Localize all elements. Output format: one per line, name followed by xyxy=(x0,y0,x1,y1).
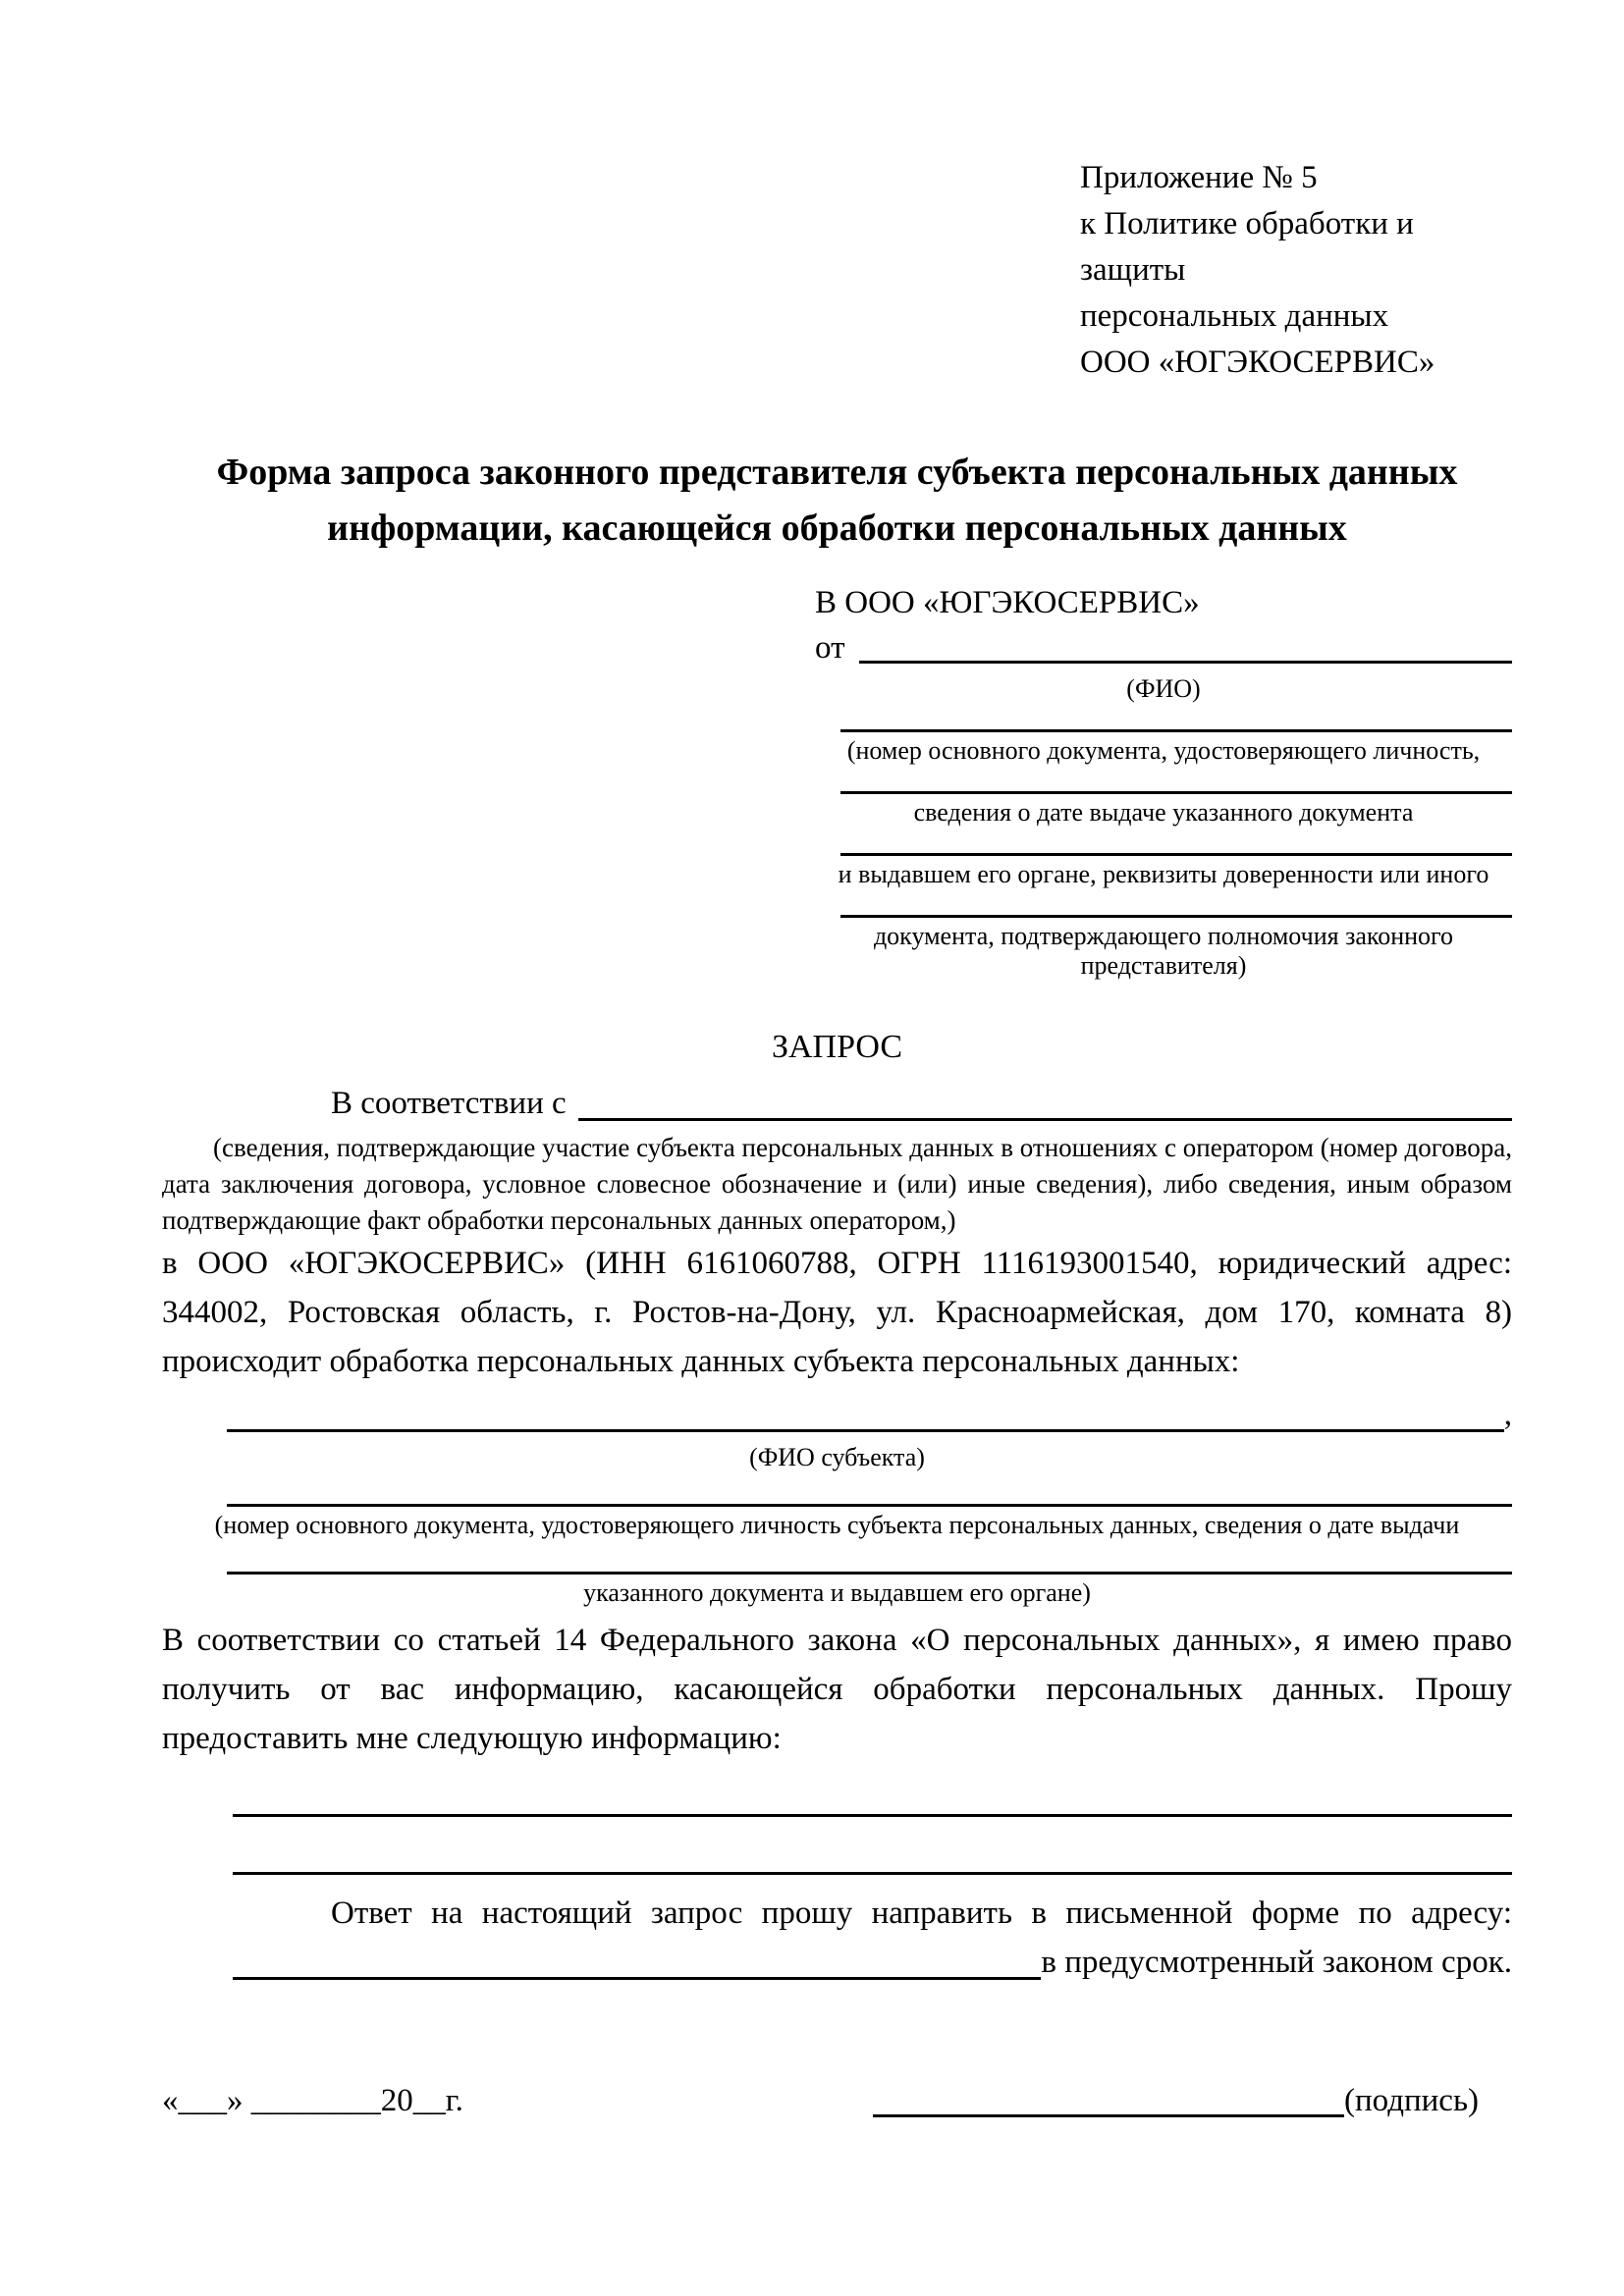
appendix-line: персональных данных xyxy=(1080,298,1389,334)
appendix-block xyxy=(1080,155,1512,386)
subject-doc-caption-line2: указанного документа и выдавшем его органе) xyxy=(583,1578,1091,1607)
answer-paragraph: Ответ на настоящий запрос прошу направить в письменной форме по адресу: xyxy=(331,1896,1512,1931)
request-heading: ЗАПРОС xyxy=(771,1029,903,1065)
signature-fill-line xyxy=(873,2114,1344,2117)
from-label: от xyxy=(815,630,845,666)
info-fill-line-1 xyxy=(233,1814,1512,1817)
date-line: «___» ________20__г. xyxy=(162,2083,463,2118)
issue-date-fill-line xyxy=(840,791,1512,794)
issuer-fill-line xyxy=(840,853,1512,856)
appendix-line: к Политике обработки и защиты xyxy=(1080,206,1414,288)
subject-fio-caption: (ФИО субъекта) xyxy=(749,1443,925,1471)
trailing-comma: , xyxy=(1503,1397,1512,1432)
addressee-block xyxy=(815,580,1512,981)
answer-suffix: в предусмотренный законом срок. xyxy=(1041,1945,1512,1980)
document-title-line2: информации, касающейся обработки персональных данных xyxy=(327,507,1347,549)
document-title-line1: Форма запроса законного представителя субъекта персональных данных xyxy=(216,452,1458,493)
document-content xyxy=(0,155,1624,2124)
addressee-from-row xyxy=(815,625,1512,670)
info-fill-line-2 xyxy=(233,1872,1512,1875)
appendix-line: ООО «ЮГЭКОСЕРВИС» xyxy=(1080,345,1435,380)
signature-footer xyxy=(162,2077,1512,2124)
intro-note: (сведения, подтверждающие участие субъекта персональных данных в отношениях с оператором (номер договора, дата заключения договора, условное словесное обозначение и (или) иные сведения), либо сведения, иным образом подтверждающие факт обработки персональных данных оператором,) xyxy=(162,1133,1512,1235)
subject-doc-caption-line1: (номер основного документа, удостоверяющего личность субъекта персональных данных, сведения о дате выдачи xyxy=(214,1511,1460,1539)
address-fill-line xyxy=(233,1977,1041,1980)
issue-date-caption: сведения о дате выдаче указанного документа xyxy=(913,798,1414,827)
intro-row xyxy=(162,1079,1512,1128)
operator-paragraph: в ООО «ЮГЭКОСЕРВИС» (ИНН 6161060788, ОГРН 1116193001540, юридический адрес: 344002, Ростовская область, г. Ростов-на-Дону, ул. Красноармейская, дом 170, комната 8) происходит обработка персональных данных субъекта персональных данных: xyxy=(162,1246,1512,1379)
intro-fill-line xyxy=(578,1118,1512,1121)
subject-fio-fill-line xyxy=(227,1429,1504,1432)
document-title xyxy=(162,445,1512,557)
appendix-line: Приложение № 5 xyxy=(1080,160,1318,195)
authority-fill-line xyxy=(840,915,1512,918)
issuer-caption: и выдавшем его органе, реквизиты доверенности или иного xyxy=(838,860,1489,888)
intro-prefix: В соответствии с xyxy=(331,1086,567,1121)
subject-fio-row xyxy=(227,1390,1512,1439)
subject-doc-fill-line xyxy=(227,1504,1512,1507)
signature-group xyxy=(873,2077,1479,2124)
doc-number-fill-line xyxy=(840,729,1512,732)
from-fill-line xyxy=(859,661,1513,664)
fio-caption: (ФИО) xyxy=(1126,674,1201,703)
subject-doc-issuer-fill-line xyxy=(227,1572,1512,1575)
authority-caption: документа, подтверждающего полномочия законного представителя) xyxy=(873,922,1454,980)
addressee-to: В ООО «ЮГЭКОСЕРВИС» xyxy=(815,585,1200,620)
signature-caption: (подпись) xyxy=(1344,2083,1479,2118)
law-paragraph: В соответствии со статьей 14 Федерального закона «О персональных данных», я имею право получить от вас информацию, касающейся обработки персональных данных. Прошу предоставить мне следующую информацию: xyxy=(162,1623,1512,1756)
doc-number-caption: (номер основного документа, удостоверяющего личность, xyxy=(846,736,1481,765)
answer-address-row xyxy=(162,1938,1512,1987)
